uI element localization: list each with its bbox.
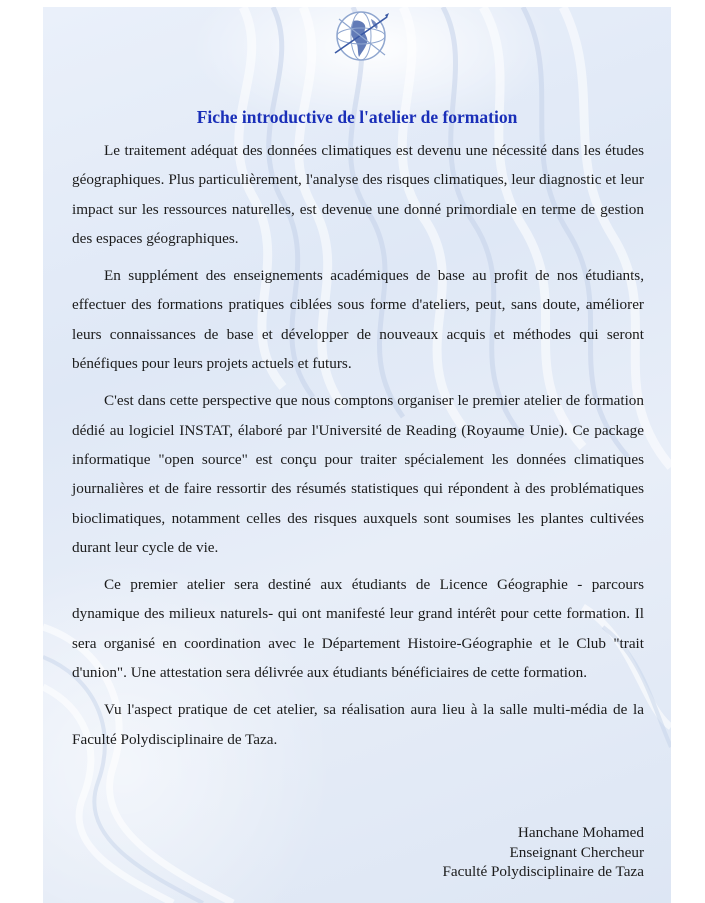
document-body <box>72 136 644 762</box>
signature-block <box>442 823 644 882</box>
paragraph: Ce premier atelier sera destiné aux étudiants de Licence Géographie - parcours dynamique des milieux naturels- qui ont manifesté leur grand intérêt pour cette formation. Il sera organisé en coordination avec le Département Histoire-Géographie et le Club "trait d'union". Une attestation sera délivrée aux étudiants bénéficiaires de cette formation. <box>72 576 644 682</box>
document-title: Fiche introductive de l'atelier de formation <box>196 107 518 127</box>
document-page <box>43 7 671 903</box>
signature-name: Hanchane Mohamed <box>517 824 644 841</box>
globe-logo-icon <box>329 7 393 67</box>
paragraph: Le traitement adéquat des données climatiques est devenu une nécessité dans les études géographiques. Plus particulièrement, l'analyse des risques climatiques, leur diagnostic et leur impact sur les ressources naturelles, est devenue une donné primordiale en terme de gestion des espaces géographiques. <box>72 142 644 247</box>
paragraph: C'est dans cette perspective que nous comptons organiser le premier atelier de formation dédié au logiciel INSTAT, élaboré par l'Université de Reading (Royaume Unie). Ce package informatique "open source" est conçu pour traiter spécialement les données climatiques journalières et de faire ressortir des résumés statistiques qui répondent à des problématiques bioclimatiques, notamment celles des risques auxquels sont soumises les plantes cultivées durant leur cycle de vie. <box>72 392 644 556</box>
paragraph: En supplément des enseignements académiques de base au profit de nos étudiants, effectuer des formations pratiques ciblées sous forme d'ateliers, peut, sans doute, améliorer leurs connaissances de base et développer de nouveaux acquis et méthodes qui seront bénéfiques pour leurs projets actuels et futurs. <box>72 267 644 373</box>
paragraph: Vu l'aspect pratique de cet atelier, sa réalisation aura lieu à la salle multi-média de la Faculté Polydisciplinaire de Taza. <box>72 701 644 748</box>
signature-role: Enseignant Chercheur <box>509 843 644 861</box>
signature-institution: Faculté Polydisciplinaire de Taza <box>442 863 644 880</box>
